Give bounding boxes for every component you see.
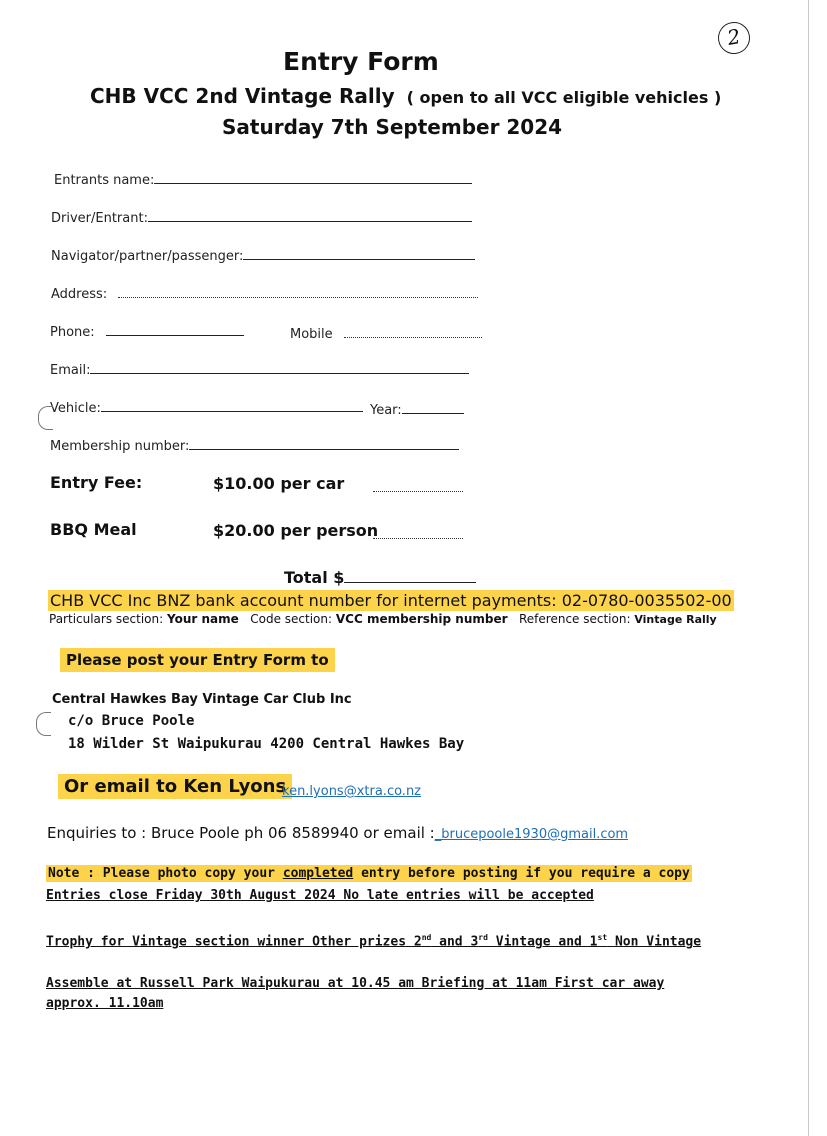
page-number: 2 — [715, 19, 752, 56]
enquiries — [47, 824, 628, 842]
trophy-d: Non Vintage — [607, 934, 702, 950]
field-year[interactable] — [370, 399, 464, 418]
total-label: Total $ — [284, 568, 345, 587]
total-row[interactable] — [284, 567, 476, 587]
field-label: Navigator/partner/passenger: — [51, 249, 244, 264]
street-address: 18 Wilder St Waipukurau 4200 Central Hawkes Bay — [68, 736, 465, 752]
reference-label: Reference section: — [519, 612, 631, 626]
field-email[interactable] — [50, 359, 469, 378]
field-mobile[interactable] — [290, 323, 482, 342]
entry-fee-blank[interactable] — [373, 477, 463, 496]
total-line[interactable] — [344, 567, 476, 583]
note-text-b: completed — [282, 866, 354, 881]
code-value: VCC membership number — [335, 612, 508, 626]
field-label: Mobile — [290, 327, 333, 342]
membership-line[interactable] — [189, 435, 459, 450]
bruce-poole-email-link[interactable]: _brucepoole1930@gmail.com — [434, 827, 629, 842]
bbq-amount: $20.00 per person — [213, 521, 379, 540]
reference-value: Vintage Rally — [634, 613, 717, 626]
trophy-sup3: st — [597, 933, 608, 942]
photocopy-note — [46, 865, 692, 882]
bbq-blank[interactable] — [373, 524, 463, 543]
field-label: Vehicle: — [50, 401, 101, 416]
club-name: Central Hawkes Bay Vintage Car Club Inc — [52, 692, 352, 707]
trophy-sup2: rd — [478, 933, 488, 942]
payment-references — [49, 612, 717, 626]
entry-fee-amount: $10.00 per car — [213, 474, 345, 493]
bank-account-line: CHB VCC Inc BNZ bank account number for internet payments: 02-0780-0035502-00 — [50, 591, 732, 610]
event-date: Saturday 7th September 2024 — [222, 115, 563, 139]
enquiries-text: Enquiries to : Bruce Poole ph 06 8589940 or email : — [47, 824, 435, 842]
navigator-line[interactable] — [243, 245, 475, 260]
field-label: Address: — [51, 287, 108, 302]
care-of: c/o Bruce Poole — [68, 713, 195, 729]
trophy-note — [46, 933, 701, 949]
bbq-dotted-line[interactable] — [373, 526, 463, 539]
assemble-line-1: Assemble at Russell Park Waipukurau at 10.45 am Briefing at 11am First car away — [46, 976, 665, 991]
assemble-line-2: approx. 11.10am — [46, 996, 164, 1011]
page-title: Entry Form — [283, 47, 439, 76]
field-vehicle[interactable] — [50, 397, 363, 416]
field-label: Email: — [50, 363, 91, 378]
entrants-name-line[interactable] — [154, 169, 472, 184]
particulars-value: Your name — [167, 612, 239, 626]
event-note: ( open to all VCC eligible vehicles ) — [406, 88, 722, 107]
email-heading: Or email to Ken Lyons — [58, 774, 292, 799]
punch-hole-mark — [38, 406, 53, 430]
bbq-label: BBQ Meal — [50, 520, 137, 539]
field-label: Phone: — [50, 325, 95, 340]
trophy-a: Trophy for Vintage section winner Other prizes 2 — [46, 934, 422, 950]
field-label: Entrants name: — [54, 173, 155, 188]
driver-entrant-line[interactable] — [148, 207, 472, 222]
email-line[interactable] — [90, 359, 469, 374]
punch-hole-mark — [36, 712, 51, 736]
trophy-c: Vintage and 1 — [487, 934, 598, 950]
field-membership[interactable] — [50, 435, 459, 454]
note-text-c: entry before posting if you require a copy — [353, 866, 690, 881]
event-name-text: CHB VCC 2nd Vintage Rally — [90, 84, 395, 108]
field-phone[interactable] — [50, 321, 244, 340]
field-address[interactable] — [51, 283, 478, 302]
field-navigator[interactable] — [51, 245, 475, 264]
vehicle-line[interactable] — [101, 397, 363, 412]
ken-lyons-email-link[interactable]: ken.lyons@xtra.co.nz — [282, 784, 422, 799]
field-driver-entrant[interactable] — [51, 207, 472, 226]
trophy-b: and 3 — [431, 934, 479, 950]
code-label: Code section: — [250, 612, 333, 626]
entries-close: Entries close Friday 30th August 2024 No late entries will be accepted — [46, 888, 594, 903]
phone-line[interactable] — [106, 321, 244, 336]
post-heading: Please post your Entry Form to — [60, 648, 335, 672]
event-name — [90, 84, 721, 108]
trophy-sup1: nd — [421, 933, 432, 942]
field-label: Driver/Entrant: — [51, 211, 148, 226]
field-label: Year: — [370, 403, 402, 418]
entry-fee-label: Entry Fee: — [50, 473, 143, 492]
field-label: Membership number: — [50, 439, 190, 454]
note-text-a: Note : Please photo copy your — [48, 866, 283, 881]
page-edge — [808, 0, 809, 1136]
year-line[interactable] — [402, 399, 464, 414]
particulars-label: Particulars section: — [49, 612, 164, 626]
entry-fee-dotted-line[interactable] — [373, 479, 463, 492]
field-entrants-name[interactable] — [54, 169, 472, 188]
mobile-line[interactable] — [344, 325, 482, 338]
address-line[interactable] — [118, 285, 478, 298]
